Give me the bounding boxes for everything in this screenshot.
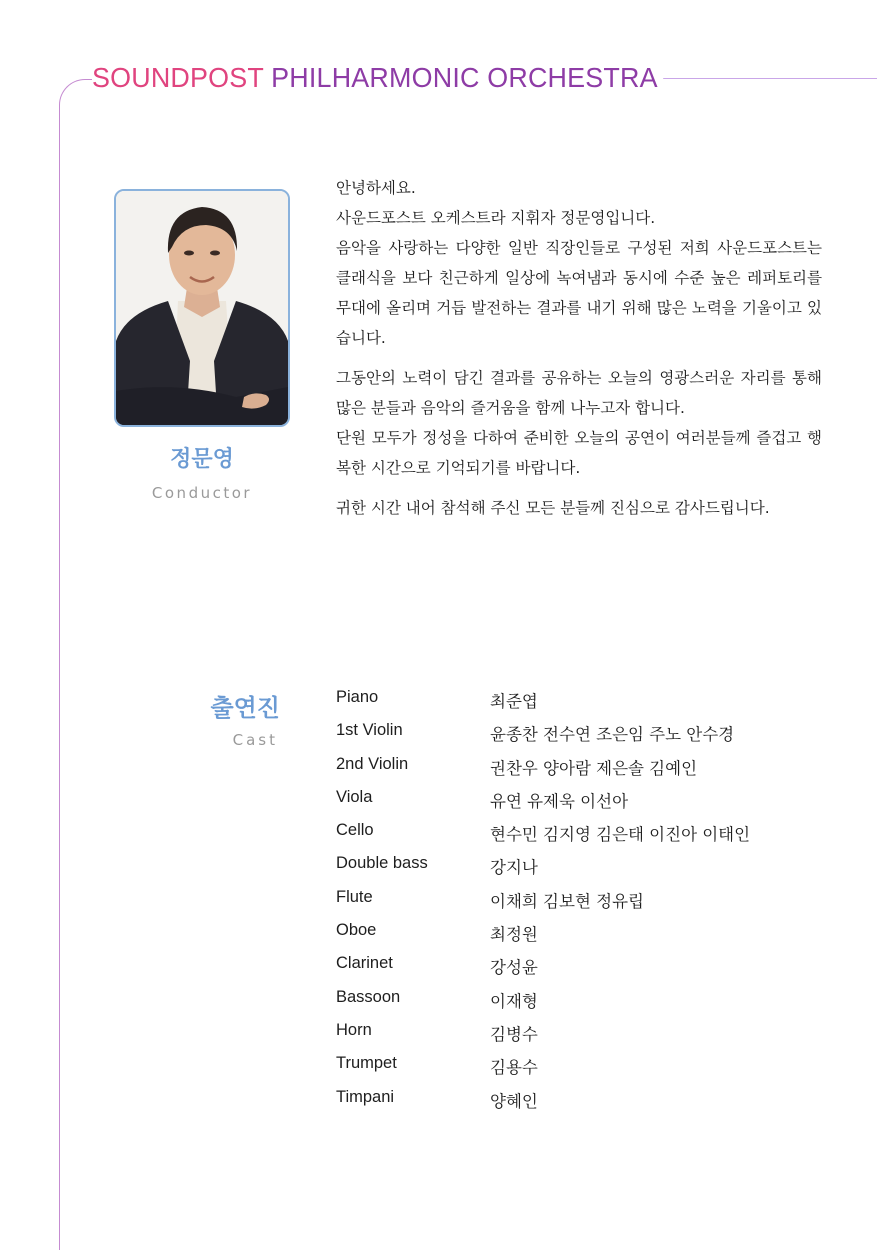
cast-row <box>336 954 816 987</box>
conductor-name: 정문영 <box>170 447 234 472</box>
cast-row <box>336 788 816 821</box>
cast-row <box>336 988 816 1021</box>
cast-row <box>336 755 816 788</box>
orchestra-title-part1: SOUNDPOST <box>92 62 264 93</box>
cast-members: 양혜인 <box>490 1091 538 1111</box>
cast-row <box>336 688 816 721</box>
cast-members: 김병수 <box>490 1024 538 1044</box>
cast-row <box>336 1021 816 1054</box>
orchestra-title-part2: PHILHARMONIC ORCHESTRA <box>271 62 658 93</box>
cast-members: 최정원 <box>490 925 538 945</box>
cast-members: 김용수 <box>490 1058 538 1078</box>
cast-members: 강지나 <box>490 858 538 878</box>
conductor-photo <box>114 189 290 427</box>
orchestra-title <box>92 62 664 94</box>
cast-row <box>336 721 816 754</box>
cast-row <box>336 854 816 887</box>
conductor-role: Conductor <box>151 484 253 502</box>
cast-instrument: 2nd Violin <box>336 754 409 773</box>
greeting-paragraph: 안녕하세요. 사운드포스트 오케스트라 지휘자 정문영입니다. 음악을 사랑하는 다양한 일반 직장인들로 구성된 저희 사운드포스트는 클래식을 보다 친근하게 일상에 녹여냄과 동시에 수준 높은 레퍼토리를 무대에 올리며 거듭 발전하는 결과를 내기 위해 많은 노력을 기울이고 있습니다. <box>336 179 822 347</box>
cast-row <box>336 821 816 854</box>
cast-instrument: Viola <box>336 787 373 806</box>
cast-members: 윤종찬 전수연 조은임 주노 안수경 <box>490 725 735 745</box>
cast-instrument: Timpani <box>336 1087 395 1106</box>
cast-instrument: Cello <box>336 821 374 840</box>
page-frame-line <box>59 79 100 1250</box>
cast-instrument: Piano <box>336 688 379 706</box>
cast-row <box>336 888 816 921</box>
cast-instrument: 1st Violin <box>336 721 403 740</box>
cast-members: 유연 유제욱 이선아 <box>490 791 629 811</box>
greeting-paragraph: 그동안의 노력이 담긴 결과를 공유하는 오늘의 영광스러운 자리를 통해 많은 분들과 음악의 즐거움을 함께 나누고자 합니다. 단원 모두가 정성을 다하여 준비한 오늘의 공연이 여러분들께 즐겁고 행복한 시간으로 기억되기를 바랍니다. <box>336 369 822 477</box>
cast-subtitle: Cast <box>232 731 278 749</box>
cast-instrument: Trumpet <box>336 1054 397 1073</box>
cast-row <box>336 921 816 954</box>
cast-members: 이채희 김보현 정유립 <box>490 891 644 911</box>
greeting-paragraph: 귀한 시간 내어 참석해 주신 모든 분들께 진심으로 감사드립니다. <box>336 499 770 517</box>
cast-members: 최준엽 <box>490 692 538 711</box>
cast-title: 출연진 <box>210 694 280 722</box>
cast-members: 강성윤 <box>490 958 538 978</box>
cast-instrument: Flute <box>336 887 373 906</box>
cast-instrument: Oboe <box>336 921 377 940</box>
cast-instrument: Clarinet <box>336 954 393 973</box>
cast-instrument: Double bass <box>336 854 428 873</box>
cast-members: 현수민 김지영 김은태 이진아 이태인 <box>490 825 751 845</box>
cast-instrument: Bassoon <box>336 987 401 1006</box>
cast-instrument: Horn <box>336 1020 372 1039</box>
cast-members: 권찬우 양아람 제은솔 김예인 <box>490 758 698 778</box>
cast-row <box>336 1088 816 1121</box>
cast-row <box>336 1054 816 1087</box>
cast-list <box>336 688 816 1121</box>
cast-members: 이재형 <box>490 991 538 1011</box>
greeting-message <box>336 173 822 533</box>
